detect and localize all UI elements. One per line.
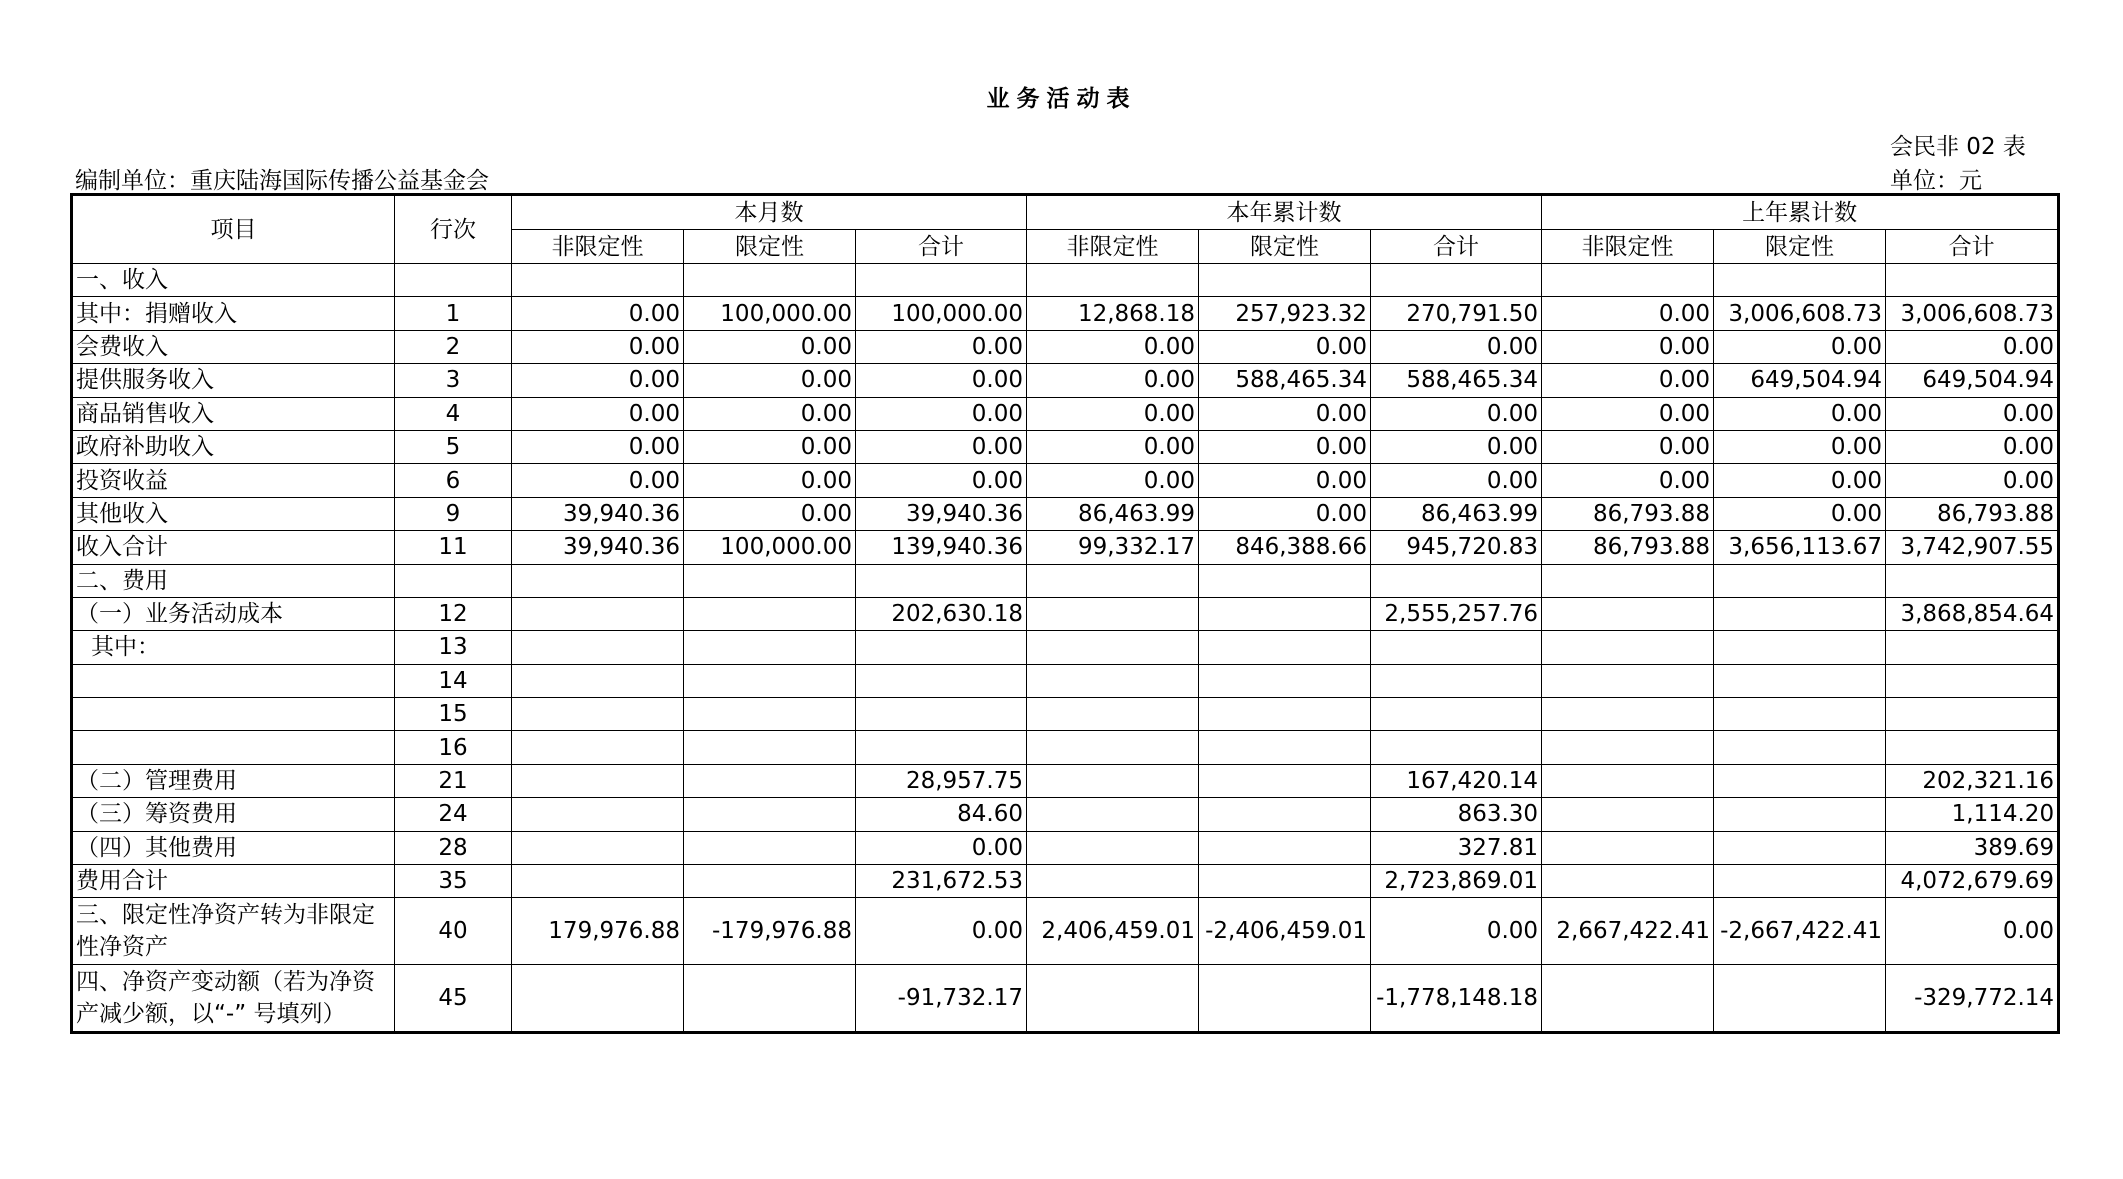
value-cell: 100,000.00 bbox=[856, 297, 1027, 330]
value-cell bbox=[1542, 664, 1714, 697]
value-cell: 0.00 bbox=[1027, 330, 1199, 363]
value-cell bbox=[856, 698, 1027, 731]
value-cell bbox=[1199, 731, 1371, 764]
header-sub-total: 合计 bbox=[1886, 230, 2058, 264]
table-row bbox=[73, 330, 2058, 363]
value-cell: 0.00 bbox=[1371, 464, 1542, 497]
value-cell: 0.00 bbox=[1027, 430, 1199, 463]
value-cell: 0.00 bbox=[856, 430, 1027, 463]
value-cell: 231,672.53 bbox=[856, 865, 1027, 898]
value-cell bbox=[512, 664, 684, 697]
unit-label: 单位：元 bbox=[1890, 168, 1982, 194]
value-cell bbox=[684, 597, 856, 630]
value-cell bbox=[684, 264, 856, 297]
value-cell bbox=[1027, 865, 1199, 898]
value-cell bbox=[1199, 664, 1371, 697]
value-cell: 0.00 bbox=[512, 364, 684, 397]
value-cell bbox=[1199, 698, 1371, 731]
header-sub-restricted: 限定性 bbox=[1714, 230, 1886, 264]
value-cell: 3,656,113.67 bbox=[1714, 531, 1886, 564]
value-cell: -1,778,148.18 bbox=[1371, 965, 1542, 1032]
value-cell bbox=[1027, 631, 1199, 664]
value-cell bbox=[1886, 698, 2058, 731]
value-cell: 0.00 bbox=[684, 364, 856, 397]
row-label: 提供服务收入 bbox=[73, 364, 395, 397]
row-line-number: 9 bbox=[395, 497, 512, 530]
value-cell bbox=[1714, 731, 1886, 764]
header-sub-total: 合计 bbox=[1371, 230, 1542, 264]
table-row bbox=[73, 464, 2058, 497]
row-line-number: 6 bbox=[395, 464, 512, 497]
value-cell bbox=[1714, 798, 1886, 831]
header-group-current-month: 本月数 bbox=[512, 196, 1027, 230]
value-cell: 86,793.88 bbox=[1542, 497, 1714, 530]
value-cell: 270,791.50 bbox=[1371, 297, 1542, 330]
value-cell bbox=[1542, 965, 1714, 1032]
row-line-number: 16 bbox=[395, 731, 512, 764]
value-cell: 0.00 bbox=[512, 464, 684, 497]
value-cell: 99,332.17 bbox=[1027, 531, 1199, 564]
value-cell bbox=[1027, 264, 1199, 297]
value-cell bbox=[684, 798, 856, 831]
value-cell bbox=[1714, 698, 1886, 731]
value-cell: 100,000.00 bbox=[684, 531, 856, 564]
value-cell bbox=[1199, 764, 1371, 797]
header-sub-unrestricted: 非限定性 bbox=[512, 230, 684, 264]
value-cell: 167,420.14 bbox=[1371, 764, 1542, 797]
row-label: （二）管理费用 bbox=[73, 764, 395, 797]
value-cell bbox=[1027, 597, 1199, 630]
value-cell: 139,940.36 bbox=[856, 531, 1027, 564]
value-cell bbox=[856, 564, 1027, 597]
value-cell: 0.00 bbox=[1371, 330, 1542, 363]
row-label: 四、净资产变动额（若为净资产减少额，以“-” 号填列） bbox=[73, 965, 395, 1032]
value-cell bbox=[1027, 831, 1199, 864]
value-cell: 0.00 bbox=[512, 430, 684, 463]
value-cell bbox=[1714, 264, 1886, 297]
header-row-groups bbox=[73, 196, 2058, 230]
row-line-number: 21 bbox=[395, 764, 512, 797]
value-cell: 3,868,854.64 bbox=[1886, 597, 2058, 630]
value-cell: 2,723,869.01 bbox=[1371, 865, 1542, 898]
value-cell bbox=[1199, 865, 1371, 898]
value-cell bbox=[856, 631, 1027, 664]
value-cell bbox=[1886, 564, 2058, 597]
value-cell bbox=[1542, 764, 1714, 797]
table-row bbox=[73, 831, 2058, 864]
value-cell: 86,793.88 bbox=[1886, 497, 2058, 530]
value-cell: 0.00 bbox=[856, 898, 1027, 965]
value-cell bbox=[1371, 264, 1542, 297]
value-cell: 0.00 bbox=[1371, 397, 1542, 430]
row-line-number: 4 bbox=[395, 397, 512, 430]
value-cell: 0.00 bbox=[1027, 464, 1199, 497]
value-cell: 588,465.34 bbox=[1371, 364, 1542, 397]
value-cell: 0.00 bbox=[1199, 397, 1371, 430]
row-line-number bbox=[395, 564, 512, 597]
value-cell bbox=[1371, 564, 1542, 597]
value-cell bbox=[1199, 831, 1371, 864]
value-cell: 0.00 bbox=[1542, 430, 1714, 463]
value-cell: 39,940.36 bbox=[856, 497, 1027, 530]
value-cell bbox=[1714, 597, 1886, 630]
value-cell: 0.00 bbox=[1199, 430, 1371, 463]
value-cell: 86,463.99 bbox=[1027, 497, 1199, 530]
value-cell: 0.00 bbox=[1886, 330, 2058, 363]
row-line-number: 3 bbox=[395, 364, 512, 397]
row-label: 收入合计 bbox=[73, 531, 395, 564]
value-cell: 945,720.83 bbox=[1371, 531, 1542, 564]
value-cell: 0.00 bbox=[1542, 364, 1714, 397]
value-cell: 0.00 bbox=[1199, 330, 1371, 363]
value-cell: 0.00 bbox=[1199, 464, 1371, 497]
row-line-number bbox=[395, 264, 512, 297]
value-cell: 4,072,679.69 bbox=[1886, 865, 2058, 898]
row-label: 一、收入 bbox=[73, 264, 395, 297]
value-cell: 0.00 bbox=[684, 464, 856, 497]
value-cell bbox=[684, 731, 856, 764]
value-cell bbox=[1199, 597, 1371, 630]
value-cell bbox=[856, 664, 1027, 697]
table-row bbox=[73, 798, 2058, 831]
table-row bbox=[73, 865, 2058, 898]
value-cell: 84.60 bbox=[856, 798, 1027, 831]
value-cell: 0.00 bbox=[1886, 464, 2058, 497]
value-cell: 2,555,257.76 bbox=[1371, 597, 1542, 630]
value-cell bbox=[684, 564, 856, 597]
value-cell: 846,388.66 bbox=[1199, 531, 1371, 564]
row-label: （三）筹资费用 bbox=[73, 798, 395, 831]
value-cell: -179,976.88 bbox=[684, 898, 856, 965]
form-code: 会民非 02 表 bbox=[1890, 134, 2026, 160]
table-row bbox=[73, 631, 2058, 664]
row-line-number: 14 bbox=[395, 664, 512, 697]
row-label: 三、限定性净资产转为非限定性净资产 bbox=[73, 898, 395, 965]
row-line-number: 2 bbox=[395, 330, 512, 363]
value-cell bbox=[1542, 865, 1714, 898]
table-row bbox=[73, 764, 2058, 797]
row-line-number: 40 bbox=[395, 898, 512, 965]
value-cell: 0.00 bbox=[1714, 330, 1886, 363]
value-cell: 0.00 bbox=[856, 330, 1027, 363]
value-cell: 0.00 bbox=[856, 397, 1027, 430]
value-cell: -91,732.17 bbox=[856, 965, 1027, 1032]
value-cell: 0.00 bbox=[1542, 330, 1714, 363]
value-cell bbox=[1371, 698, 1542, 731]
row-label: 商品销售收入 bbox=[73, 397, 395, 430]
value-cell bbox=[1542, 731, 1714, 764]
value-cell: 28,957.75 bbox=[856, 764, 1027, 797]
value-cell: 0.00 bbox=[1027, 397, 1199, 430]
value-cell bbox=[684, 865, 856, 898]
value-cell bbox=[1714, 831, 1886, 864]
value-cell bbox=[1199, 631, 1371, 664]
value-cell: 389.69 bbox=[1886, 831, 2058, 864]
value-cell: 0.00 bbox=[1542, 297, 1714, 330]
value-cell bbox=[684, 698, 856, 731]
value-cell bbox=[1542, 631, 1714, 664]
value-cell: 0.00 bbox=[1371, 430, 1542, 463]
header-group-prior-year: 上年累计数 bbox=[1542, 196, 2058, 230]
table-row bbox=[73, 264, 2058, 297]
row-label: 政府补助收入 bbox=[73, 430, 395, 463]
value-cell: -2,406,459.01 bbox=[1199, 898, 1371, 965]
value-cell: 179,976.88 bbox=[512, 898, 684, 965]
value-cell bbox=[1371, 664, 1542, 697]
value-cell bbox=[1886, 264, 2058, 297]
table-row bbox=[73, 698, 2058, 731]
value-cell bbox=[512, 798, 684, 831]
value-cell: 202,321.16 bbox=[1886, 764, 2058, 797]
table-row bbox=[73, 531, 2058, 564]
value-cell: 0.00 bbox=[1886, 898, 2058, 965]
value-cell bbox=[684, 631, 856, 664]
table-row bbox=[73, 430, 2058, 463]
value-cell: 0.00 bbox=[684, 430, 856, 463]
row-label: 其他收入 bbox=[73, 497, 395, 530]
value-cell bbox=[1027, 731, 1199, 764]
value-cell: 0.00 bbox=[684, 330, 856, 363]
row-line-number: 15 bbox=[395, 698, 512, 731]
value-cell: 0.00 bbox=[512, 330, 684, 363]
value-cell bbox=[1542, 831, 1714, 864]
value-cell bbox=[1027, 664, 1199, 697]
value-cell: 257,923.32 bbox=[1199, 297, 1371, 330]
value-cell: 0.00 bbox=[1714, 430, 1886, 463]
value-cell bbox=[512, 631, 684, 664]
table-row bbox=[73, 497, 2058, 530]
row-label: 会费收入 bbox=[73, 330, 395, 363]
value-cell bbox=[856, 264, 1027, 297]
value-cell: 0.00 bbox=[684, 397, 856, 430]
value-cell: 0.00 bbox=[1714, 464, 1886, 497]
value-cell: 0.00 bbox=[856, 464, 1027, 497]
value-cell bbox=[1542, 264, 1714, 297]
value-cell bbox=[856, 731, 1027, 764]
value-cell: 2,406,459.01 bbox=[1027, 898, 1199, 965]
header-group-ytd: 本年累计数 bbox=[1027, 196, 1542, 230]
header-sub-restricted: 限定性 bbox=[684, 230, 856, 264]
value-cell: 3,006,608.73 bbox=[1886, 297, 2058, 330]
value-cell: 0.00 bbox=[684, 497, 856, 530]
value-cell bbox=[1199, 264, 1371, 297]
header-sub-unrestricted: 非限定性 bbox=[1027, 230, 1199, 264]
value-cell bbox=[1714, 564, 1886, 597]
value-cell bbox=[1027, 698, 1199, 731]
row-label: （四）其他费用 bbox=[73, 831, 395, 864]
row-label: 投资收益 bbox=[73, 464, 395, 497]
row-line-number: 1 bbox=[395, 297, 512, 330]
value-cell bbox=[1714, 865, 1886, 898]
value-cell: 588,465.34 bbox=[1199, 364, 1371, 397]
row-label bbox=[73, 664, 395, 697]
value-cell bbox=[1714, 965, 1886, 1032]
row-label: （一）业务活动成本 bbox=[73, 597, 395, 630]
value-cell bbox=[1199, 564, 1371, 597]
header-sub-total: 合计 bbox=[856, 230, 1027, 264]
value-cell bbox=[1542, 798, 1714, 831]
table-row bbox=[73, 564, 2058, 597]
value-cell bbox=[1027, 798, 1199, 831]
value-cell: 649,504.94 bbox=[1714, 364, 1886, 397]
value-cell bbox=[684, 965, 856, 1032]
row-label: 二、费用 bbox=[73, 564, 395, 597]
value-cell: 1,114.20 bbox=[1886, 798, 2058, 831]
header-sub-unrestricted: 非限定性 bbox=[1542, 230, 1714, 264]
value-cell bbox=[1886, 731, 2058, 764]
value-cell: 0.00 bbox=[1714, 497, 1886, 530]
value-cell bbox=[1714, 764, 1886, 797]
value-cell: 0.00 bbox=[1027, 364, 1199, 397]
value-cell: 39,940.36 bbox=[512, 497, 684, 530]
value-cell bbox=[1199, 798, 1371, 831]
header-sub-restricted: 限定性 bbox=[1199, 230, 1371, 264]
value-cell bbox=[1027, 564, 1199, 597]
row-label bbox=[73, 698, 395, 731]
value-cell: 863.30 bbox=[1371, 798, 1542, 831]
row-label: 其中： bbox=[73, 631, 395, 664]
value-cell bbox=[684, 764, 856, 797]
value-cell bbox=[512, 564, 684, 597]
organization-label: 编制单位：重庆陆海国际传播公益基金会 bbox=[75, 168, 489, 194]
value-cell: 86,463.99 bbox=[1371, 497, 1542, 530]
row-line-number: 24 bbox=[395, 798, 512, 831]
row-label bbox=[73, 731, 395, 764]
value-cell: 12,868.18 bbox=[1027, 297, 1199, 330]
value-cell: 0.00 bbox=[1542, 397, 1714, 430]
value-cell: 3,742,907.55 bbox=[1886, 531, 2058, 564]
value-cell: 0.00 bbox=[856, 831, 1027, 864]
value-cell bbox=[1027, 764, 1199, 797]
value-cell bbox=[512, 965, 684, 1032]
value-cell bbox=[512, 264, 684, 297]
table-body bbox=[73, 264, 2058, 1032]
value-cell bbox=[1542, 698, 1714, 731]
value-cell: 202,630.18 bbox=[856, 597, 1027, 630]
value-cell bbox=[512, 698, 684, 731]
value-cell: 0.00 bbox=[1371, 898, 1542, 965]
row-line-number: 11 bbox=[395, 531, 512, 564]
table-row bbox=[73, 397, 2058, 430]
value-cell bbox=[1542, 597, 1714, 630]
value-cell bbox=[512, 831, 684, 864]
header-item: 项目 bbox=[73, 196, 395, 264]
value-cell: 0.00 bbox=[856, 364, 1027, 397]
value-cell bbox=[512, 764, 684, 797]
value-cell: 3,006,608.73 bbox=[1714, 297, 1886, 330]
business-activity-table bbox=[72, 195, 2058, 1032]
value-cell bbox=[1714, 631, 1886, 664]
value-cell bbox=[1199, 965, 1371, 1032]
value-cell bbox=[512, 597, 684, 630]
value-cell bbox=[1886, 631, 2058, 664]
value-cell: -329,772.14 bbox=[1886, 965, 2058, 1032]
row-line-number: 13 bbox=[395, 631, 512, 664]
value-cell: 0.00 bbox=[1542, 464, 1714, 497]
value-cell: 100,000.00 bbox=[684, 297, 856, 330]
value-cell bbox=[1371, 631, 1542, 664]
row-label: 费用合计 bbox=[73, 865, 395, 898]
row-line-number: 28 bbox=[395, 831, 512, 864]
row-line-number: 35 bbox=[395, 865, 512, 898]
row-line-number: 45 bbox=[395, 965, 512, 1032]
value-cell bbox=[1886, 664, 2058, 697]
value-cell bbox=[1542, 564, 1714, 597]
value-cell bbox=[1371, 731, 1542, 764]
row-label: 其中：捐赠收入 bbox=[73, 297, 395, 330]
value-cell bbox=[512, 731, 684, 764]
table-row bbox=[73, 597, 2058, 630]
value-cell: -2,667,422.41 bbox=[1714, 898, 1886, 965]
value-cell: 649,504.94 bbox=[1886, 364, 2058, 397]
value-cell: 2,667,422.41 bbox=[1542, 898, 1714, 965]
table-row bbox=[73, 664, 2058, 697]
row-line-number: 5 bbox=[395, 430, 512, 463]
value-cell: 39,940.36 bbox=[512, 531, 684, 564]
value-cell: 0.00 bbox=[512, 397, 684, 430]
value-cell: 0.00 bbox=[1714, 397, 1886, 430]
header-line: 行次 bbox=[395, 196, 512, 264]
table-row bbox=[73, 965, 2058, 1032]
value-cell: 0.00 bbox=[1886, 397, 2058, 430]
table-row bbox=[73, 731, 2058, 764]
value-cell: 86,793.88 bbox=[1542, 531, 1714, 564]
report-title: 业务活动表 bbox=[986, 86, 1137, 112]
value-cell: 0.00 bbox=[1199, 497, 1371, 530]
value-cell bbox=[1714, 664, 1886, 697]
value-cell: 327.81 bbox=[1371, 831, 1542, 864]
table-row bbox=[73, 364, 2058, 397]
value-cell bbox=[1027, 965, 1199, 1032]
table-row bbox=[73, 297, 2058, 330]
value-cell bbox=[684, 831, 856, 864]
value-cell: 0.00 bbox=[1886, 430, 2058, 463]
table-row bbox=[73, 898, 2058, 965]
row-line-number: 12 bbox=[395, 597, 512, 630]
value-cell bbox=[684, 664, 856, 697]
value-cell bbox=[512, 865, 684, 898]
value-cell: 0.00 bbox=[512, 297, 684, 330]
